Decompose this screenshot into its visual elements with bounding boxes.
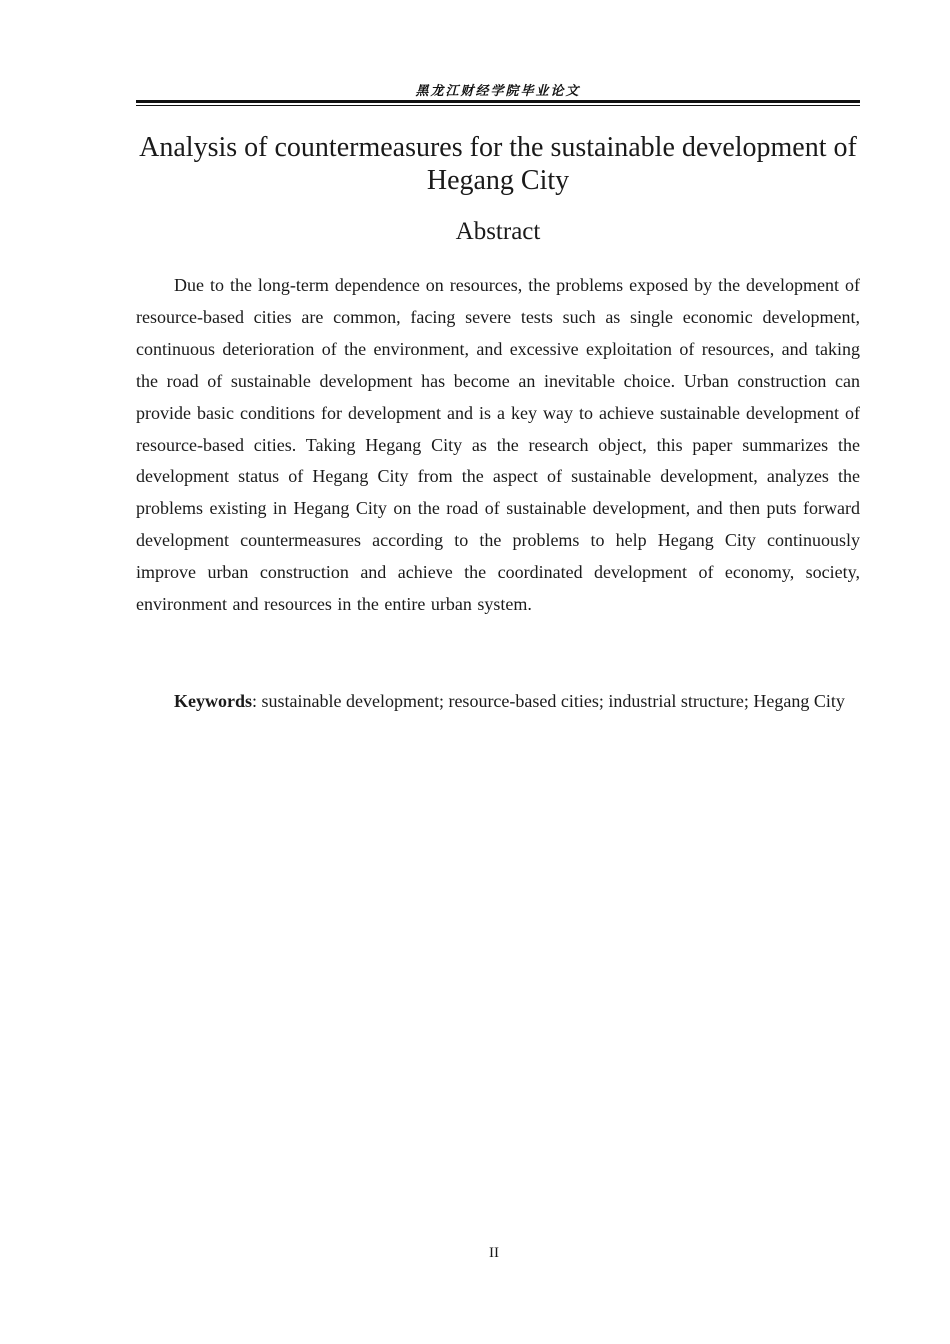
running-header: 黑龙江财经学院毕业论文 xyxy=(415,84,581,99)
header-rule-thin xyxy=(136,105,860,106)
page-number: II xyxy=(489,1245,499,1261)
header-rule-thick xyxy=(136,100,860,103)
keywords-paragraph xyxy=(136,685,860,717)
keywords-list: : sustainable development; resource-based cities; industrial structure; Hegang City xyxy=(252,691,845,711)
abstract-heading: Abstract xyxy=(455,218,541,245)
abstract-body: Due to the long-term dependence on resources, the problems exposed by the development of resource-based cities are common, facing severe tests such as single economic development, continuous deterioration of the environment, and excessive exploitation of resources, and taking the road of sustainable development has become an inevitable choice. Urban construction can provide basic conditions for development and is a key way to achieve sustainable development of resource-based cities. Taking Hegang City as the research object, this paper summarizes the development status of Hegang City from the aspect of sustainable development, analyzes the problems existing in Hegang City on the road of sustainable development, and then puts forward development countermeasures according to the problems to help Hegang City continuously improve urban construction and achieve the coordinated development of economy, society, environment and resources in the entire urban system. xyxy=(136,275,860,615)
document-title: Analysis of countermeasures for the sustainable development of Hegang City xyxy=(139,132,857,196)
keywords-label: Keywords xyxy=(174,691,252,711)
